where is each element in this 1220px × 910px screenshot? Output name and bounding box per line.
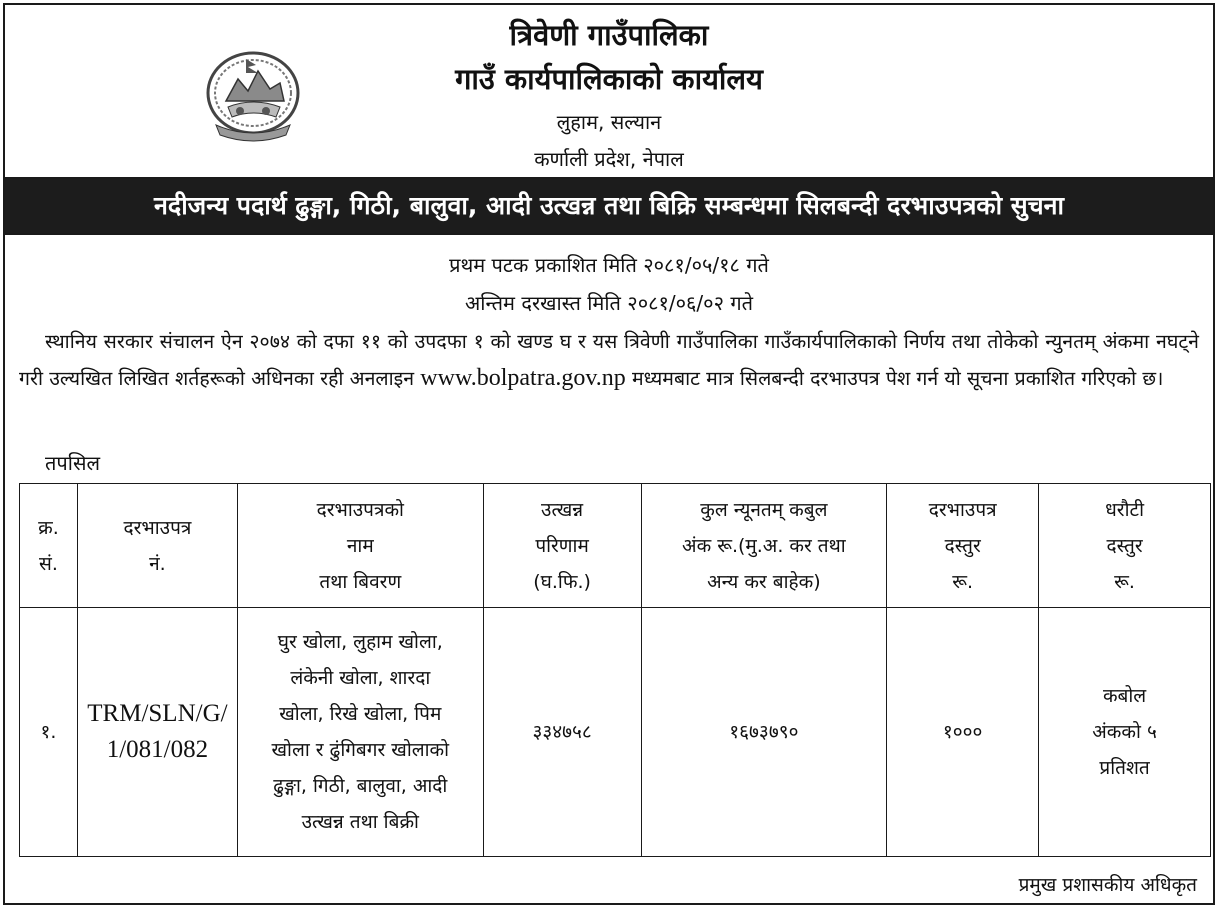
first-published-date: प्रथम पटक प्रकाशित मिति २०८१/०५/१८ गते [449,253,769,277]
cell-bid-no: TRM/SLN/G/ 1/081/082 [77,608,237,857]
header-fee: दरभाउपत्र दस्तुर रू. [887,484,1039,608]
header [5,5,1213,179]
header-bid-no: दरभाउपत्र नं. [77,484,237,608]
cell-quantity: ३३४७५८ [483,608,641,857]
table-header-row [20,484,1211,608]
notice-paragraph [19,323,1199,397]
header-deposit: धरौटी दस्तुर रू. [1039,484,1211,608]
header-min-amount: कुल न्यूनतम् कबुल अंक रू.(मु.अ. कर तथा अन्य कर बाहेक) [641,484,887,608]
notice-frame [3,3,1215,905]
schedule-label: तपसिल [45,451,101,475]
tender-table [19,483,1211,857]
bolpatra-link[interactable]: www.bolpatra.gov.np [420,365,626,391]
table-row [20,608,1211,857]
notice-text-part1: स्थानिय सरकार संचालन ऐन २०७४ को दफा ११ को उपदफा १ को खण्ड घ र यस त्रिवेणी गाउँपालिका गाउँकार्यपालिकाको निर्णय तथा तोकेको न्युनतम् अंकमा नघट्ने गरी उल्यखित लिखित शर्तहरूको अधिनका रही अनलाइन [19,330,1199,390]
header-sn: क्र. सं. [20,484,78,608]
notice-body [5,235,1213,490]
header-name: दरभाउपत्रको नाम तथा बिवरण [237,484,483,608]
notice-title-banner: नदीजन्य पदार्थ ढुङ्गा, गिठी, बालुवा, आदी उत्खन्न तथा बिक्रि सम्बन्धमा सिलबन्दी दरभाउपत्रको सुचना [5,179,1213,235]
cell-min-amount: १६७३७९० [641,608,887,857]
cell-deposit: कबोल अंकको ५ प्रतिशत [1039,608,1211,857]
address-line-2: कर्णाली प्रदेश, नेपाल [534,147,684,171]
cell-sn: १. [20,608,78,857]
header-quantity: उत्खन्न परिणाम (घ.फि.) [483,484,641,608]
signature-title: प्रमुख प्रशासकीय अधिकृत [1018,874,1197,896]
org-name: त्रिवेणी गाउँपालिका [509,18,709,52]
office-name: गाउँ कार्यपालिकाको कार्यालय [455,62,763,96]
cell-name: घुर खोला, लुहाम खोला, लंकेनी खोला, शारदा खोला, रिखे खोला, पिम खोला र ढुंगिबगर खोलाको ढुङ्गा, गिठी, बालुवा, आदी उत्खन्न तथा बिक्री [237,608,483,857]
address-line-1: लुहाम, सल्यान [556,110,662,134]
last-submission-date: अन्तिम दरखास्त मिति २०८१/०६/०२ गते [465,291,753,315]
notice-text-part2: मध्यमबाट मात्र सिलबन्दी दरभाउपत्र पेश गर्न यो सूचना प्रकाशित गरिएको छ। [632,367,1164,390]
cell-fee: १००० [887,608,1039,857]
